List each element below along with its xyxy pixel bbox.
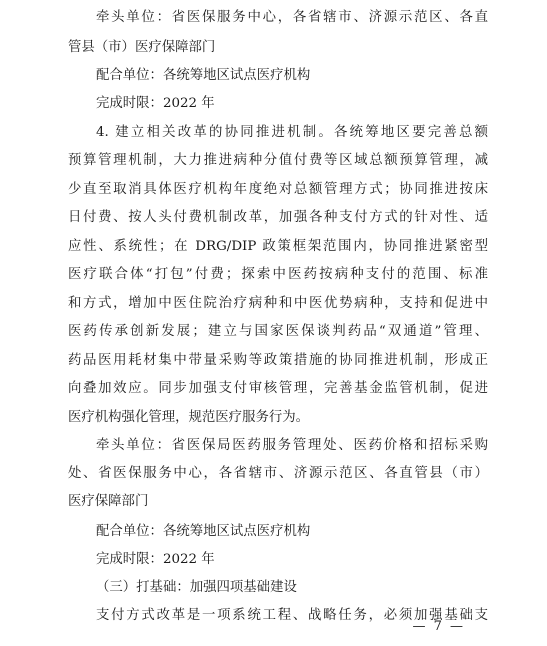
lead-unit-2-line2: 处、省医保服务中心，各省辖市、济源示范区、各直管县（市） xyxy=(68,466,488,481)
paragraph-line: 和方式，增加中医住院治疗病种和中医优势病种，支持和促进中 xyxy=(68,296,488,311)
lead-unit-1-line1: 牵头单位：省医保服务中心，各省辖市、济源示范区、各直 xyxy=(96,10,488,25)
support-unit-1: 配合单位：各统筹地区试点医疗机构 xyxy=(96,68,311,83)
deadline-1: 完成时限：2022 年 xyxy=(96,96,215,111)
lead-unit-2-line3: 医疗保障部门 xyxy=(68,494,149,509)
paragraph-line: 预算管理机制，大力推进病种分值付费等区域总额预算管理，减 xyxy=(68,153,488,168)
paragraph-line: 向叠加效应。同步加强支付审核管理，完善基金监管机制，促进 xyxy=(68,381,488,396)
page-number: — 7 — xyxy=(412,619,465,634)
paragraph-line: 医药传承创新发展；建立与国家医保谈判药品“双通道”管理、 xyxy=(68,324,488,339)
item-4-heading: 4. 建立相关改革的协同推进机制。各统筹地区要完善总额 xyxy=(96,125,488,140)
paragraph-line-last: 医疗机构强化管理，规范医疗服务行为。 xyxy=(68,410,310,425)
paragraph-line: 日付费、按人头付费机制改革，加强各种支付方式的针对性、适 xyxy=(68,210,488,225)
paragraph-line: 应性、系统性；在 DRG/DIP 政策框架范围内，协同推进紧密型 xyxy=(68,239,488,254)
paragraph-line: 医疗联合体“打包”付费；探索中医药按病种支付的范围、标准 xyxy=(68,267,488,282)
lead-unit-1-line2: 管县（市）医疗保障部门 xyxy=(68,40,216,55)
paragraph-line: 少直至取消具体医疗机构年度绝对总额管理方式；协同推进按床 xyxy=(68,182,488,197)
paragraph-line: 药品医用耗材集中带量采购等政策措施的协同推进机制，形成正 xyxy=(68,353,488,368)
section-3-heading: （三）打基础：加强四项基础建设 xyxy=(96,580,297,595)
section-3-first-line: 支付方式改革是一项系统工程、战略任务，必须加强基础支 xyxy=(96,608,488,623)
deadline-2: 完成时限：2022 年 xyxy=(96,552,215,567)
support-unit-2: 配合单位：各统筹地区试点医疗机构 xyxy=(96,524,311,539)
lead-unit-2-line1: 牵头单位：省医保局医药服务管理处、医药价格和招标采购 xyxy=(96,438,488,453)
